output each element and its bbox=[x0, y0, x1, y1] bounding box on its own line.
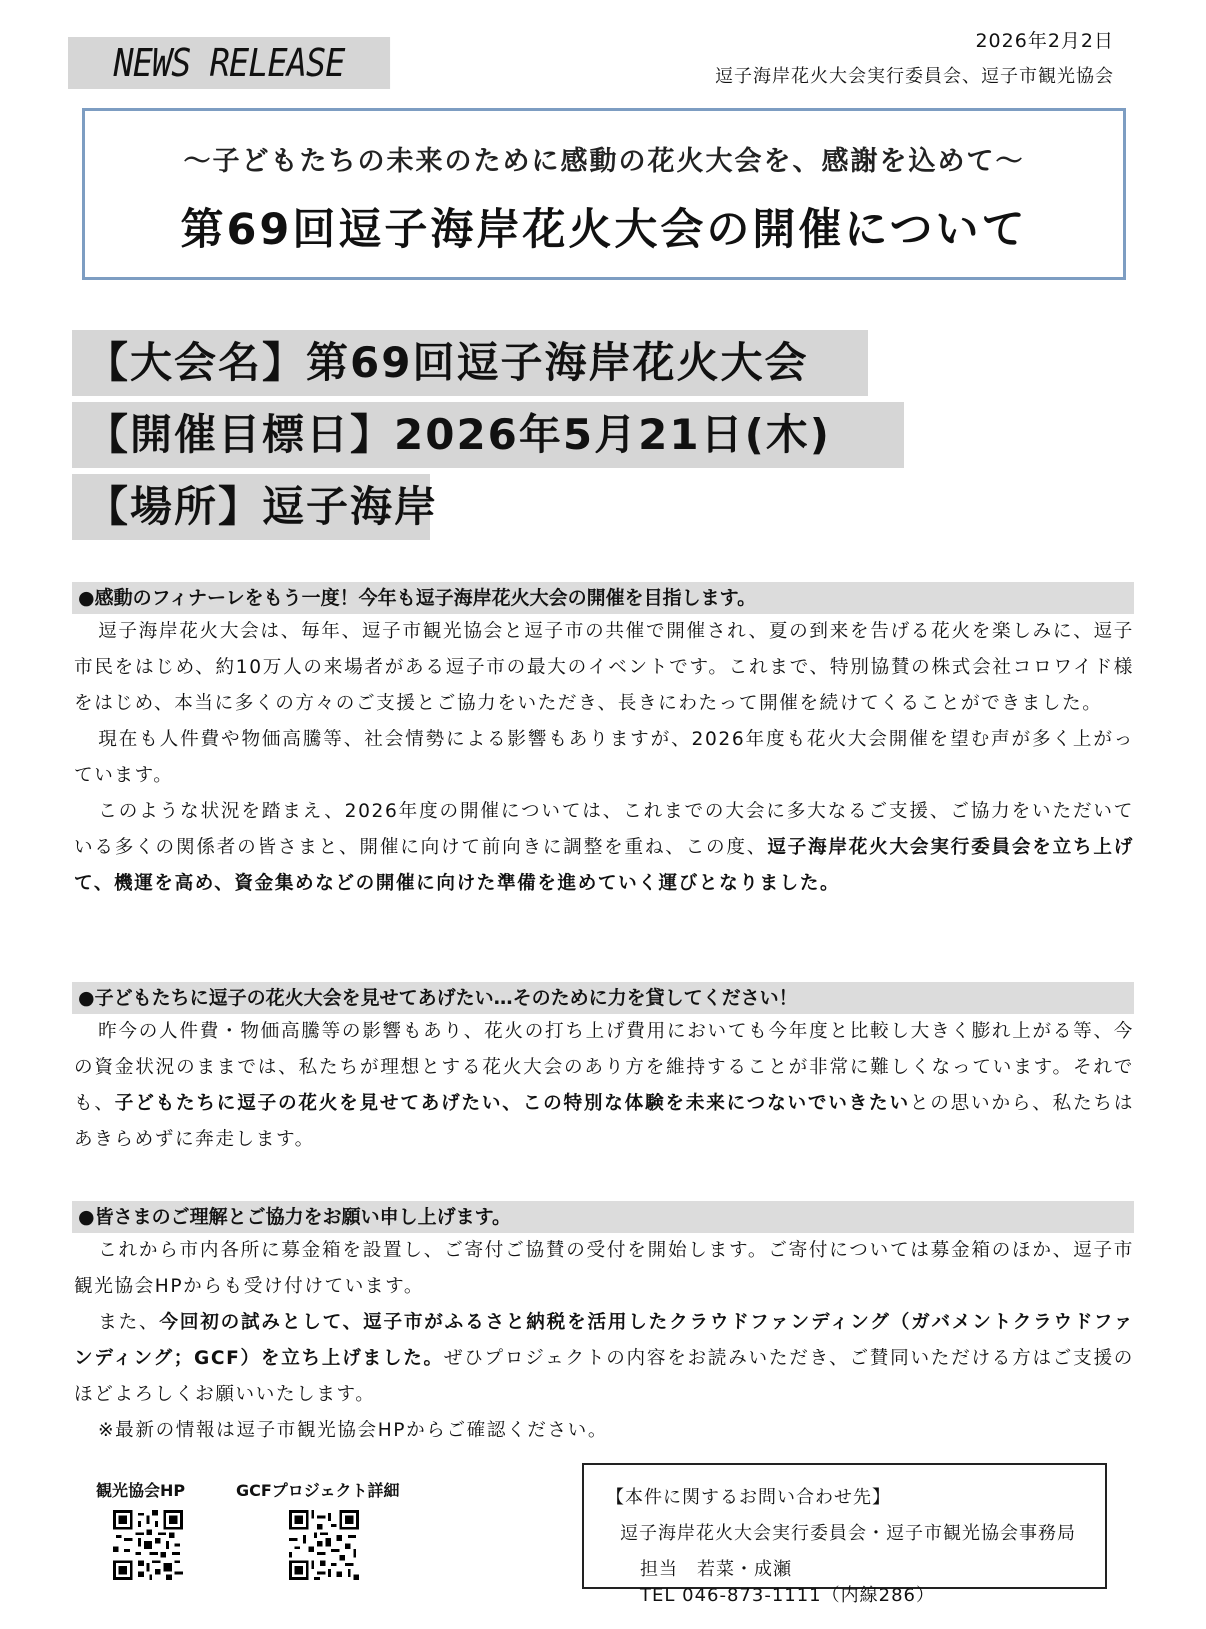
release-date: 2026年2月2日 bbox=[975, 30, 1114, 52]
section-3-body bbox=[74, 1233, 1134, 1449]
news-release-badge: NEWS RELEASE bbox=[68, 37, 390, 89]
event-date: 【開催目標日】2026年5月21日(木) bbox=[72, 402, 904, 468]
section-1-body bbox=[74, 614, 1134, 902]
qr-label-gcf-project: GCFプロジェクト詳細 bbox=[236, 1481, 400, 1500]
section-1-paragraph-1: 逗子海岸花火大会は、毎年、逗子市観光協会と逗子市の共催で開催され、夏の到来を告げる花火を楽しみに、逗子市民をはじめ、約10万人の来場者がある逗子市の最大のイベントです。これまで、特別協賛の株式会社コロワイド様をはじめ、本当に多くの方々のご支援とご協力をいただき、長きにわたって開催を続けてくることができました。 bbox=[74, 621, 1134, 714]
section-2-paragraph-c: との思いから、私たちはあきらめずに奔走します。 bbox=[74, 1093, 1135, 1150]
section-1-paragraph-3-emphasis: 逗子海岸花火大会実行委員会を立ち上げて、機運を高め、資金集めなどの開催に向けた準備を進めていく運びとなりました。 bbox=[74, 837, 1134, 894]
contact-box bbox=[582, 1463, 1107, 1606]
event-place: 【場所】逗子海岸 bbox=[72, 474, 430, 540]
contact-heading: 【本件に関するお問い合わせ先】 bbox=[606, 1487, 891, 1508]
section-2-paragraph-emphasis: 子どもたちに逗子の花火を見せてあげたい、この特別な体験を未来につないでいきたい bbox=[114, 1093, 910, 1114]
section-2-paragraph-a: 昨今の人件費・物価高騰等の影響もあり、花火の打ち上げ費用においても今年度と比較し大きく膨れ上がる等、今の資金状況のままでは、私たちが理想とする花火大会のあり方を維持することが非常に難しくなっています。それでも、 bbox=[74, 1021, 1134, 1114]
section-1-paragraph-2: 現在も人件費や物価高騰等、社会情勢による影響もありますが、2026年度も花火大会開催を望む声が多く上がっています。 bbox=[74, 729, 1134, 786]
section-3-paragraph-2c: ぜひプロジェクトの内容をお読みいただき、ご賛同いただける方はご支援のほどよろしくお願いいたします。 bbox=[74, 1348, 1134, 1405]
section-3-paragraph-2a: また、 bbox=[98, 1312, 160, 1333]
section-1-paragraph-3: このような状況を踏まえ、2026年度の開催については、これまでの大会に多大なるご支援、ご協力をいただいている多くの関係者の皆さまと、開催に向けて前向きに調整を重ね、この度、 bbox=[74, 801, 1134, 858]
qr-code-gcf-project[interactable] bbox=[289, 1510, 359, 1580]
section-heading-3: ●皆さまのご理解とご協力をお願い申し上げます。 bbox=[72, 1201, 1134, 1233]
contact-phone: TEL 046-873-1111（内線286） bbox=[640, 1585, 935, 1606]
event-name: 【大会名】第69回逗子海岸花火大会 bbox=[72, 330, 868, 396]
contact-organization: 逗子海岸花火大会実行委員会・逗子市観光協会事務局 bbox=[620, 1523, 1076, 1544]
section-3-paragraph-1: これから市内各所に募金箱を設置し、ご寄付ご協賛の受付を開始します。ご寄付については募金箱のほか、逗子市観光協会HPからも受け付けています。 bbox=[74, 1240, 1134, 1297]
contact-details bbox=[640, 1555, 1105, 1607]
issuing-organization: 逗子海岸花火大会実行委員会、逗子市観光協会 bbox=[715, 66, 1114, 87]
section-3-paragraph-2-emphasis: 今回初の試みとして、逗子市がふるさと納税を活用したクラウドファンディング（ガバメントクラウドファンディング；GCF）を立ち上げました。 bbox=[74, 1312, 1134, 1369]
main-title: 第69回逗子海岸花火大会の開催について bbox=[180, 205, 1028, 255]
section-3-note: ※最新の情報は逗子市観光協会HPからご確認ください。 bbox=[98, 1420, 609, 1441]
title-box bbox=[82, 108, 1126, 280]
qr-code-tourism-hp[interactable] bbox=[113, 1510, 183, 1580]
section-heading-1: ●感動のフィナーレをもう一度！今年も逗子海岸花火大会の開催を目指します。 bbox=[72, 582, 1134, 614]
subtitle: ～子どもたちの未来のために感動の花火大会を、感謝を込めて～ bbox=[183, 146, 1025, 177]
section-2-body bbox=[74, 1014, 1134, 1158]
contact-person: 担当 若菜・成瀬 bbox=[640, 1559, 792, 1580]
section-heading-2: ●子どもたちに逗子の花火大会を見せてあげたい…そのために力を貸してください！ bbox=[72, 982, 1134, 1014]
qr-label-tourism-hp: 観光協会HP bbox=[96, 1481, 186, 1500]
